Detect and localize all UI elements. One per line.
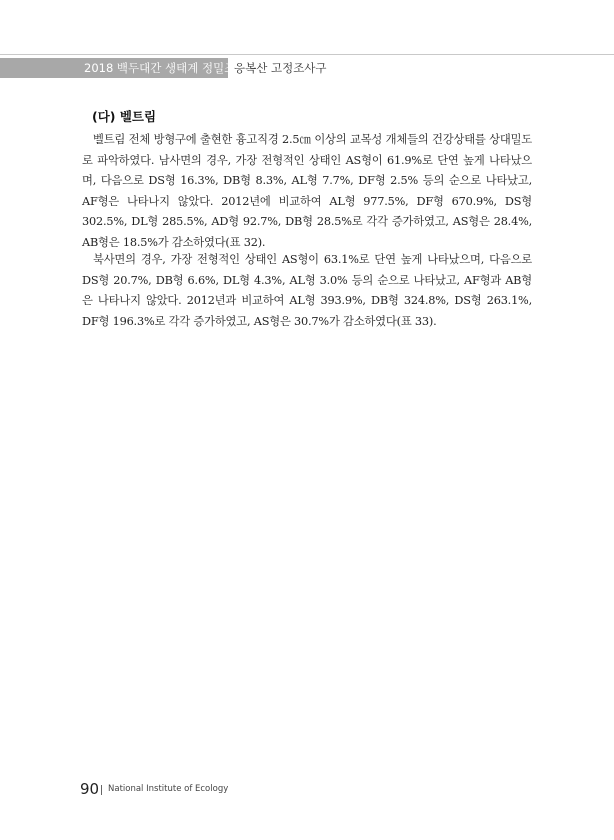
footer-divider [101, 785, 102, 795]
header-rule [0, 54, 614, 55]
body-paragraph-north-slope: 북사면의 경우, 가장 전형적인 상태인 AS형이 63.1%로 단연 높게 나타났으며, 다음으로 DS형 20.7%, DB형 6.6%, DL형 4.3%, AL형 3.0% 등의 순으로 나타났고, AF형과 AB형은 나타나지 않았다. 2012년과 비교하여 AL형 393.9%, DB형 324.8%, DS형 263.1%, DF형 196.3%로 각각 증가하였고, AS형은 30.7%가 감소하였다(표 33). [82, 253, 532, 328]
body-paragraph-south-slope: 벨트림 전체 방형구에 출현한 흉고직경 2.5㎝ 이상의 교목성 개체들의 건강상태를 상대밀도로 파악하였다. 남사면의 경우, 가장 전형적인 상태인 AS형이 61.9%로 단연 높게 나타났으며, 다음으로 DS형 16.3%, DB형 8.3%, AL형 7.7%, DF형 2.5% 등의 순으로 나타났고, AF형은 나타나지 않았다. 2012년에 비교하여 AL형 977.5%, DF형 670.9%, DS형 302.5%, DL형 285.5%, AD형 92.7%, DB형 28.5%로 각각 증가하였고, AS형은 28.4%, AB형은 18.5%가 감소하였다(표 32). [82, 133, 532, 249]
section-heading: (다) 벨트림 [92, 109, 157, 124]
page-number: 90 [80, 780, 100, 798]
footer-institution: National Institute of Ecology [108, 784, 229, 794]
running-header-title: 2018 백두대간 생태계 정밀조사 [84, 61, 247, 75]
running-header-subtitle: 응복산 고정조사구 [234, 61, 327, 75]
